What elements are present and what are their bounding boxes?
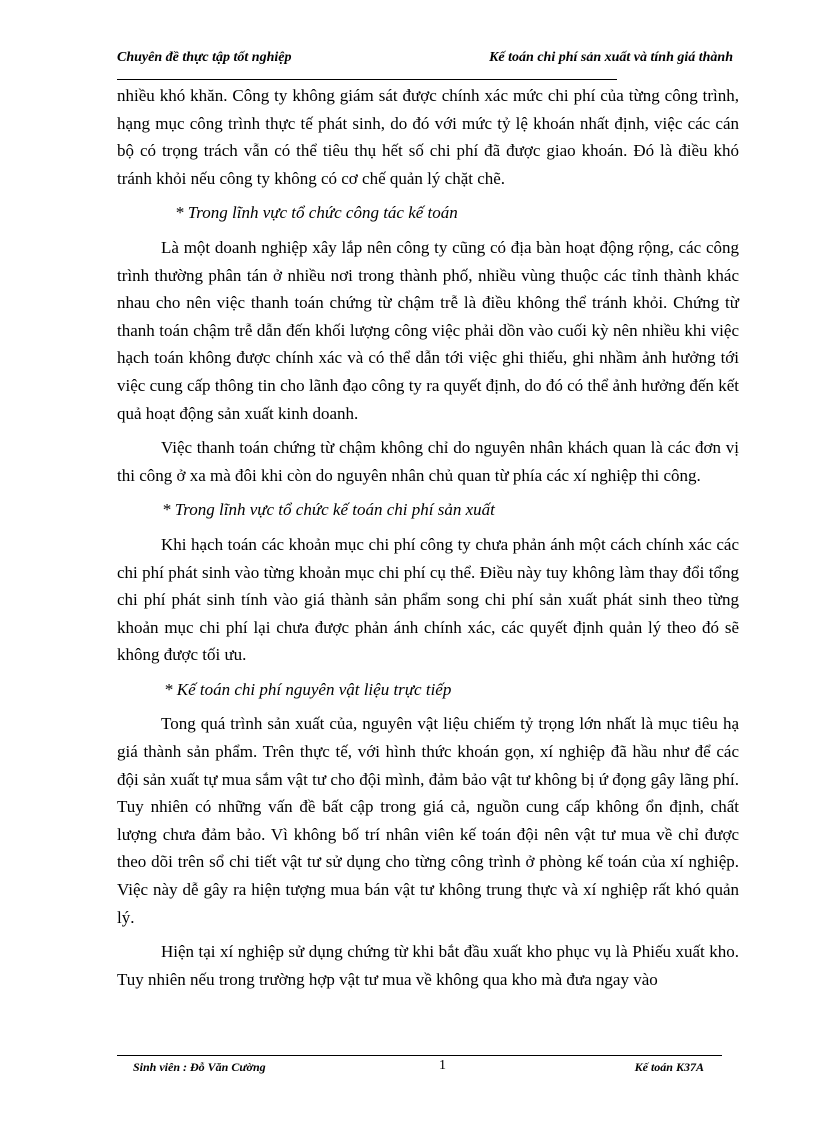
page-number: 1 xyxy=(439,1058,446,1073)
section-subheading: * Kế toán chi phí nguyên vật liệu trực tiếp xyxy=(164,679,452,699)
document-body xyxy=(117,82,739,1000)
paragraph: Hiện tại xí nghiệp sử dụng chứng từ khi bắt đầu xuất kho phục vụ là Phiếu xuất kho. Tuy nhiên nếu trong trường hợp vật tư mua về không qua kho mà đưa ngay vào xyxy=(117,942,739,989)
footer-class: Kế toán K37A xyxy=(634,1060,704,1074)
footer-rule xyxy=(117,1055,722,1056)
paragraph: Khi hạch toán các khoản mục chi phí công ty chưa phản ánh một cách chính xác các chi phí phát sinh vào từng khoản mục chi phí cụ thể. Điều này tuy không làm thay đổi tổng chi phí phát sinh tính vào giá thành sản phẩm song chi phí sản xuất phát sinh theo từng khoản mục chi phí lại chưa được phản ánh chính xác, các quyết định quản lý theo đó sẽ không được tối ưu. xyxy=(117,534,739,665)
page-footer xyxy=(117,1058,722,1078)
header-rule xyxy=(117,79,617,80)
footer-student-name: Sinh viên : Đỗ Văn Cường xyxy=(133,1060,266,1074)
paragraph: nhiều khó khăn. Công ty không giám sát được chính xác mức chi phí của từng công trình, hạng mục công trình thực tế phát sinh, do đó với mức tỷ lệ khoán nhất định, việc các cán bộ có trọng trách vẫn có thể tiêu thụ hết số chi phí đã được giao khoán. Đó là điều khó tránh khỏi nếu công ty không có cơ chế quản lý chặt chẽ. xyxy=(117,86,739,188)
paragraph: Việc thanh toán chứng từ chậm không chỉ do nguyên nhân khách quan là các đơn vị thi công ở xa mà đôi khi còn do nguyên nhân chủ quan từ phía các xí nghiệp thi công. xyxy=(117,438,739,485)
section-subheading: * Trong lĩnh vực tổ chức công tác kế toán xyxy=(175,203,458,223)
page-header xyxy=(117,50,733,72)
section-subheading: * Trong lĩnh vực tổ chức kế toán chi phí sản xuất xyxy=(162,500,495,520)
header-left-title: Chuyên đề thực tập tốt nghiệp xyxy=(117,50,292,65)
paragraph: Là một doanh nghiệp xây lắp nên công ty cũng có địa bàn hoạt động rộng, các công trình thường phân tán ở nhiều nơi trong thành phố, nhiều vùng thuộc các tỉnh thành khác nhau cho nên việc thanh toán chứng từ chậm trễ là điều không thể tránh khỏi. Chứng từ thanh toán chậm trễ dẫn đến khối lượng công việc phải dồn vào cuối kỳ nên nhiều khi việc hạch toán không được chính xác và có thể dẫn tới việc ghi thiếu, ghi nhầm ảnh hưởng tới việc cung cấp thông tin cho lãnh đạo công ty ra quyết định, do đó có thể ảnh hưởng đến kết quả hoạt động sản xuất kinh doanh. xyxy=(117,237,739,423)
header-right-title: Kế toán chi phí sản xuất và tính giá thành xyxy=(489,50,733,65)
paragraph: Tong quá trình sản xuất của, nguyên vật liệu chiếm tỷ trọng lớn nhất là mục tiêu hạ giá thành sản phẩm. Trên thực tế, với hình thức khoán gọn, xí nghiệp đã hầu như để các đội sản xuất tự mua sắm vật tư cho đội mình, đảm bảo vật tư không bị ứ đọng gây lãng phí. Tuy nhiên có những vấn đề bất cập trong giá cả, nguồn cung cấp không ổn định, chất lượng chưa đảm bảo. Vì không bố trí nhân viên kế toán đội nên vật tư mua về chỉ được theo dõi trên sổ chi tiết vật tư sử dụng cho từng công trình ở phòng kế toán của xí nghiệp. Việc này dễ gây ra hiện tượng mua bán vật tư không trung thực và xí nghiệp rất khó quản lý. xyxy=(117,714,739,927)
